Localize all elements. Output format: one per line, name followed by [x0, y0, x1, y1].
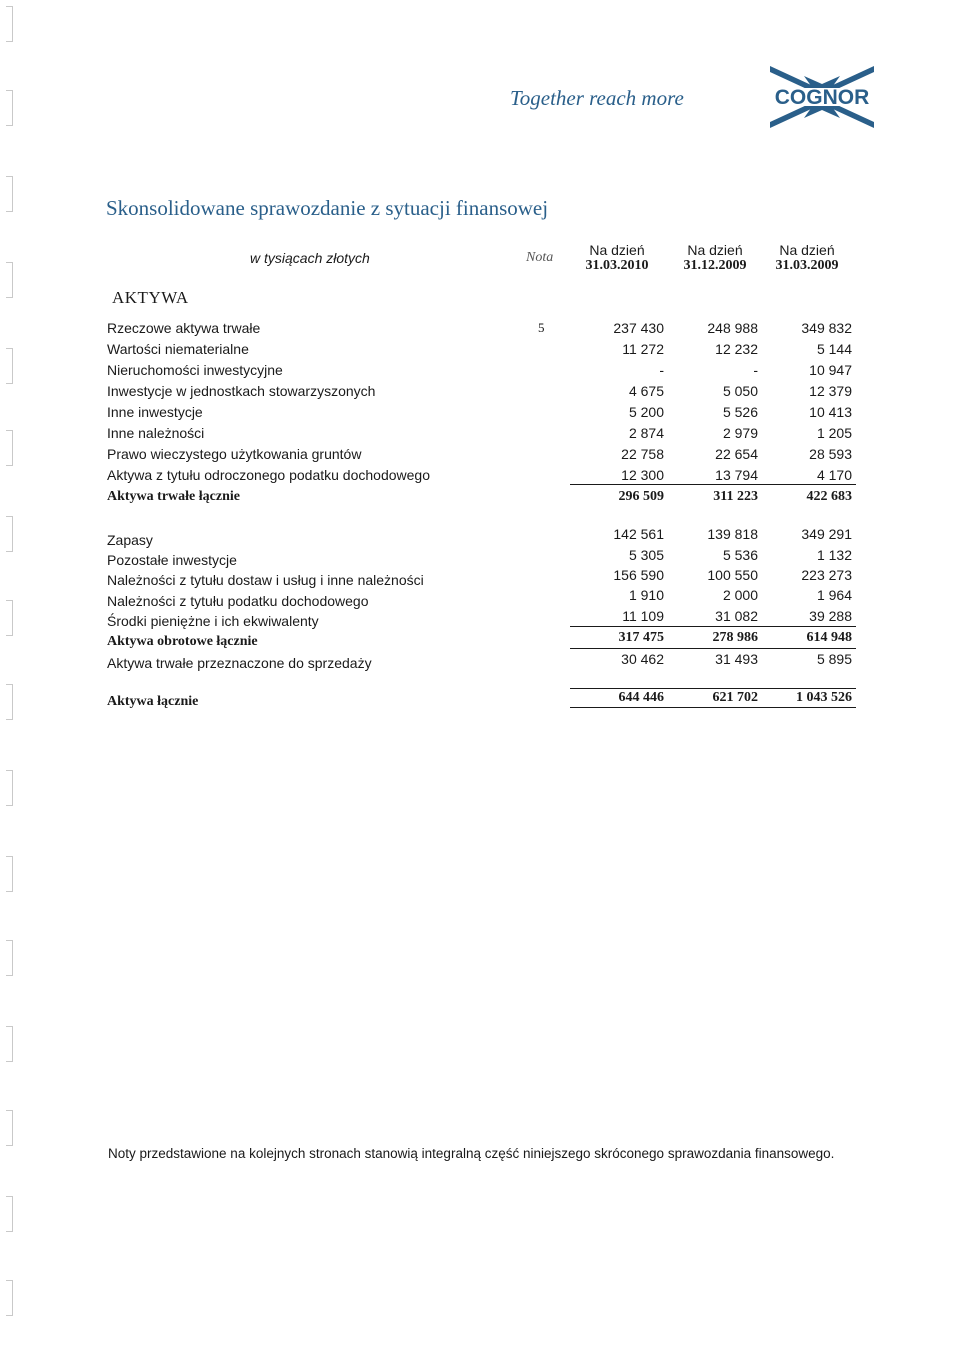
- subtotal-value: 614 948: [806, 630, 852, 645]
- row-value: 139 818: [707, 526, 758, 542]
- column-header-3: [752, 242, 862, 274]
- row-value: 12 300: [621, 467, 664, 483]
- row-value: 223 273: [801, 567, 852, 583]
- row-label: Rzeczowe aktywa trwałe: [107, 320, 261, 336]
- row-value: 5 895: [816, 651, 852, 667]
- row-label: Aktywa trwałe przeznaczone do sprzedaży: [107, 655, 372, 671]
- row-value: 2 979: [722, 425, 758, 441]
- row-value: 12 232: [715, 341, 758, 357]
- row-value: 1 964: [816, 587, 852, 603]
- row-label: Wartości niematerialne: [107, 341, 249, 357]
- row-label: Inne inwestycje: [107, 404, 203, 420]
- row-label: Inne należności: [107, 425, 205, 441]
- subtotal-value: 311 223: [713, 489, 758, 504]
- subtotal-label: Aktywa trwałe łącznie: [107, 489, 240, 504]
- row-value: 10 947: [809, 362, 852, 378]
- row-value: 248 988: [707, 320, 758, 336]
- total-value: 1 043 526: [796, 690, 852, 705]
- row-value: 10 413: [809, 404, 852, 420]
- row-label: Należności z tytułu podatku dochodowego: [107, 593, 369, 609]
- subtotal-underline: [570, 648, 856, 649]
- row-label: Inwestycje w jednostkach stowarzyszonych: [107, 383, 376, 399]
- row-value: 142 561: [613, 526, 664, 542]
- total-value: 644 446: [618, 690, 664, 705]
- column-header-2-line1: Na dzień: [687, 242, 743, 258]
- row-value: 22 654: [715, 446, 758, 462]
- column-header-3-date: 31.03.2009: [775, 258, 839, 273]
- row-label: Prawo wieczystego użytkowania gruntów: [107, 446, 362, 462]
- column-header-1: [562, 242, 672, 274]
- column-header-1-line1: Na dzień: [589, 242, 645, 258]
- row-value: 1 132: [816, 547, 852, 563]
- row-value: 349 291: [801, 526, 852, 542]
- row-value: 237 430: [613, 320, 664, 336]
- row-value: 22 758: [621, 446, 664, 462]
- row-value: 2 874: [628, 425, 664, 441]
- row-value: 5 200: [628, 404, 664, 420]
- footer-note: Noty przedstawione na kolejnych stronach stanowią integralną część niniejszego skróconego sprawozdania finansowego.: [108, 1146, 835, 1161]
- subtotal-value: 278 986: [712, 630, 758, 645]
- row-value: 11 272: [622, 341, 664, 357]
- row-value: -: [753, 362, 758, 378]
- nota-header: Nota: [526, 250, 554, 265]
- row-value: -: [659, 362, 664, 378]
- row-value: 5 050: [722, 383, 758, 399]
- row-note: 5: [538, 320, 545, 335]
- row-label: Pozostałe inwestycje: [107, 552, 237, 568]
- slogan: Together reach more: [510, 86, 684, 110]
- row-value: 30 462: [621, 651, 664, 667]
- logo-text: COGNOR: [774, 86, 870, 109]
- cognor-logo: [760, 58, 884, 136]
- document-title: Skonsolidowane sprawozdanie z sytuacji finansowej: [106, 196, 549, 220]
- total-value: 621 702: [712, 690, 758, 705]
- subtotal-rule: [570, 626, 856, 627]
- row-value: 11 109: [622, 608, 664, 624]
- row-label: Zapasy: [107, 532, 153, 548]
- row-label: Należności z tytułu dostaw i usług i inne należności: [107, 572, 424, 588]
- binder-margin: [0, 0, 20, 1358]
- column-header-3-line1: Na dzień: [779, 242, 835, 258]
- subtotal-value: 296 509: [618, 489, 664, 504]
- row-label: Nieruchomości inwestycyjne: [107, 362, 283, 378]
- total-label: Aktywa łącznie: [107, 694, 199, 709]
- row-value: 2 000: [722, 587, 758, 603]
- row-value: 1 910: [628, 587, 664, 603]
- section-title: AKTYWA: [112, 288, 189, 307]
- row-value: 39 288: [809, 608, 852, 624]
- row-value: 13 794: [715, 467, 758, 483]
- column-header-1-date: 31.03.2010: [585, 258, 649, 273]
- row-value: 156 590: [613, 567, 664, 583]
- total-underline: [570, 707, 856, 708]
- row-value: 28 593: [809, 446, 852, 462]
- row-value: 5 305: [628, 547, 664, 563]
- subtotal-value: 317 475: [618, 630, 664, 645]
- row-value: 5 526: [722, 404, 758, 420]
- row-value: 12 379: [809, 383, 852, 399]
- row-value: 5 144: [816, 341, 852, 357]
- subtotal-label: Aktywa obrotowe łącznie: [107, 634, 258, 649]
- subtotal-value: 422 683: [806, 489, 852, 504]
- total-rule: [570, 688, 856, 689]
- row-value: 31 493: [715, 651, 758, 667]
- subtotal-rule: [570, 484, 856, 485]
- row-value: 100 550: [707, 567, 758, 583]
- row-value: 1 205: [816, 425, 852, 441]
- row-value: 349 832: [801, 320, 852, 336]
- row-value: 31 082: [715, 608, 758, 624]
- unit-label: w tysiącach złotych: [250, 250, 370, 266]
- column-header-2-date: 31.12.2009: [683, 258, 747, 273]
- row-label: Środki pieniężne i ich ekwiwalenty: [107, 613, 319, 629]
- row-value: 4 170: [816, 467, 852, 483]
- row-value: 4 675: [628, 383, 664, 399]
- row-value: 5 536: [722, 547, 758, 563]
- row-label: Aktywa z tytułu odroczonego podatku dochodowego: [107, 467, 430, 483]
